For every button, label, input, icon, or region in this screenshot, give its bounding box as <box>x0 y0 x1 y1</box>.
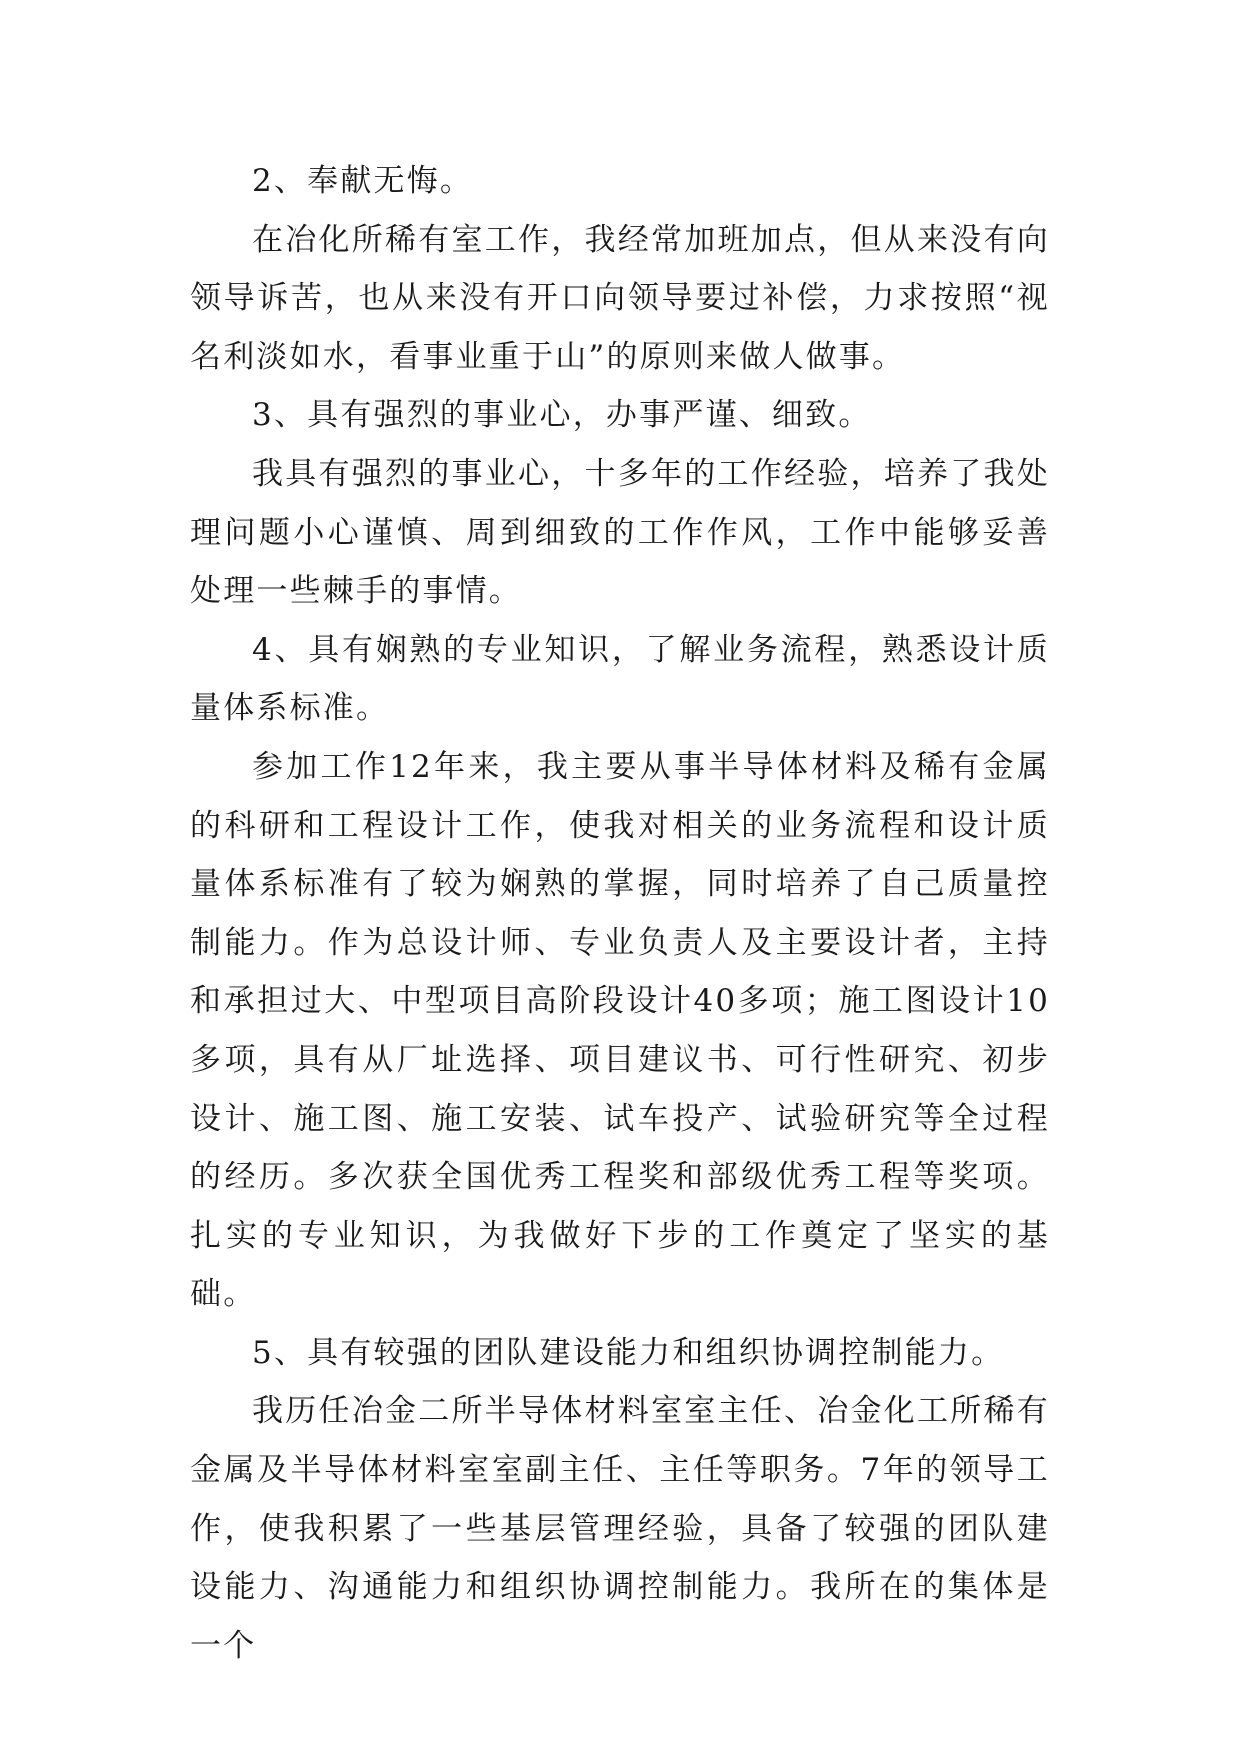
heading-dedication: 2、奉献无悔。 <box>252 163 474 199</box>
heading-professional-knowledge: 4、具有娴熟的专业知识，了解业务流程，熟悉设计质量体系标准。 <box>190 631 1050 727</box>
paragraph-dedication: 在冶化所稀有室工作，我经常加班加点，但从来没有向领导诉苦，也从来没有开口向领导要过补偿，力求按照“视名利淡如水，看事业重于山”的原则来做人做事。 <box>190 221 1050 375</box>
document-body <box>190 152 1050 1675</box>
heading-team-building: 5、具有较强的团队建设能力和组织协调控制能力。 <box>252 1334 1005 1371</box>
paragraph-dedication-to-career: 我具有强烈的事业心，十多年的工作经验，培养了我处理问题小心谨慎、周到细致的工作作风，工作中能够妥善处理一些棘手的事情。 <box>190 455 1050 610</box>
paragraph-professional-knowledge: 参加工作12年来，我主要从事半导体材料及稀有金属的科研和工程设计工作，使我对相关的业务流程和设计质量体系标准有了较为娴熟的掌握，同时培养了自己质量控制能力。作为总设计师、专业负责人及主要设计者，主持和承担过大、中型项目高阶段设计40多项；施工图设计10多项，具有从厂址选择、项目建议书、可行性研究、初步设计、施工图、施工安装、试车投产、试验研究等全过程的经历。多次获全国优秀工程奖和部级优秀工程等奖项。扎实的专业知识，为我做好下步的工作奠定了坚实的基础。 <box>190 748 1050 1313</box>
paragraph-team-building: 我历任冶金二所半导体材料室室主任、冶金化工所稀有金属及半导体材料室室副主任、主任等职务。7年的领导工作，使我积累了一些基层管理经验，具备了较强的团队建设能力、沟通能力和组织协调控制能力。我所在的集体是一个 <box>190 1393 1050 1664</box>
heading-dedication-to-career: 3、具有强烈的事业心，办事严谨、细致。 <box>252 397 872 434</box>
